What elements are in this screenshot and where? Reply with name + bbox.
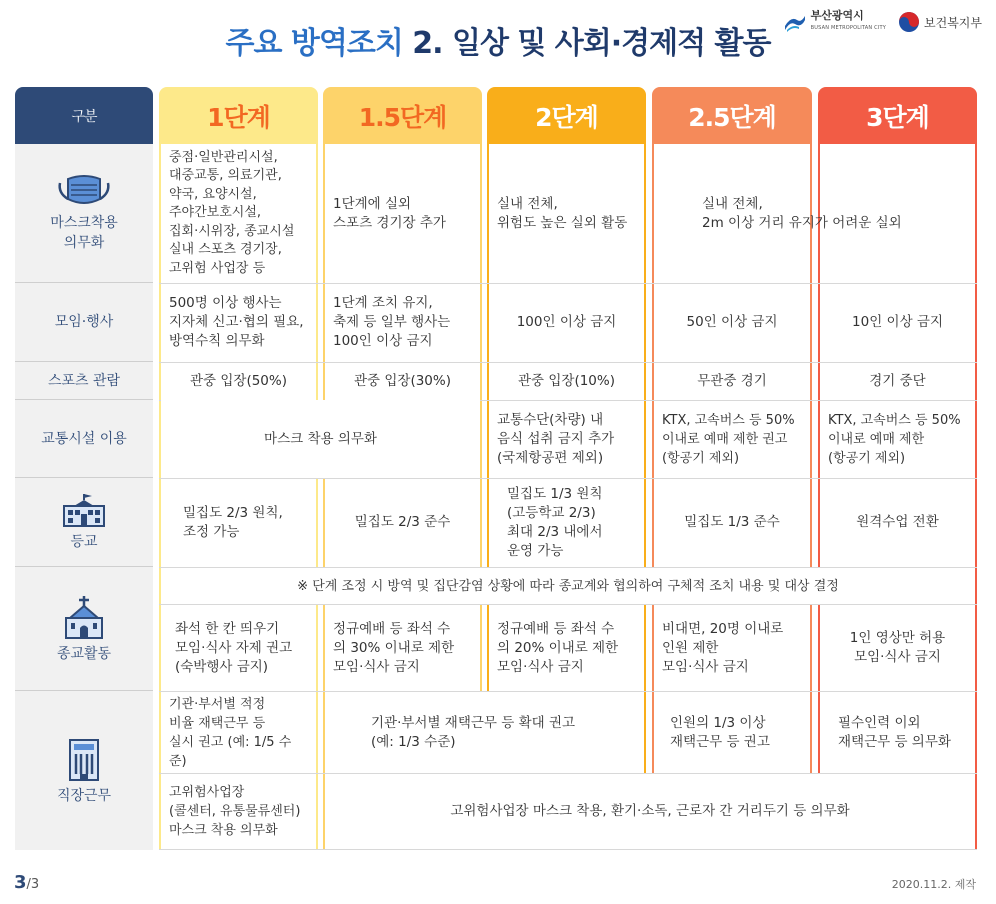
logos [783,10,982,34]
work-stage-1-b: 고위험사업장 (콜센터, 유통물류센터) 마스크 착용 의무화 [169,785,301,838]
creation-date: 2020.11.2. 제작 [891,878,976,891]
taegeuk-icon [898,11,920,33]
row-label-gathering-text: 모임·행사 [54,314,114,330]
row-label-sports [15,362,153,400]
page-number [14,872,39,893]
page-current: 3 [14,872,27,893]
header-stage-2-5: 2.5단계 [652,87,812,144]
church-icon [62,594,106,640]
mohw-logo [898,11,982,33]
row-label-religion [15,567,153,691]
header-gubun: 구분 [15,87,153,144]
gathering-stage-1-5: 1단계 조치 유지, 축제 등 일부 행사는 100인 이상 금지 [333,295,451,349]
mask-stage-1: 중점·일반관리시설, 대중교통, 의료기관, 약국, 요양시설, 주야간보호시설, 집회·시위장, 종교시설 실내 스포츠 경기장, 고위험 사업장 등 [169,149,295,276]
gathering-stage-1: 500명 이상 행사는 지자체 신고·협의 필요, 방역수칙 의무화 [169,295,304,349]
school-stage-2: 밀집도 1/3 원칙 (고등학교 2/3) 최대 2/3 내에서 운영 가능 [507,485,603,559]
row-label-transport [15,400,153,478]
busan-logo-en: BUSAN METROPOLITAN CITY [810,25,887,31]
work-stage-1-a: 기관·부서별 적정 비율 재택근무 등 실시 권고 (예: 1/5 수준) [169,696,292,769]
gathering-stage-2-5: 50인 이상 금지 [686,314,778,330]
gathering-stage-2: 100인 이상 금지 [516,314,617,330]
row-label-work [15,691,153,850]
sports-stage-3: 경기 중단 [869,372,926,389]
religion-stage-1-5: 정규예배 등 좌석 수 의 30% 이내로 제한 모임·식사 금지 [333,620,455,675]
sports-stage-2-5: 무관중 경기 [697,372,767,389]
school-stage-2-5: 밀집도 1/3 준수 [684,514,780,530]
transport-stage-2-5: KTX, 고속버스 등 50% 이내로 예매 제한 권고 (항공기 제외) [662,412,795,466]
busan-logo-text: 부산광역시 [810,9,864,22]
row-label-gathering [15,283,153,362]
row-label-school-text: 등교 [70,534,98,550]
page-total: /3 [26,877,40,892]
row-label-mask [15,144,153,283]
header-stage-1-5: 1.5단계 [323,87,482,144]
work-stage-1-5-2-a: 기관·부서별 재택근무 등 확대 권고 (예: 1/3 수준) [325,692,644,773]
row-label-sports-text: 스포츠 관람 [47,372,121,389]
transport-stage-2: 교통수단(차량) 내 음식 섭취 금지 추가 (국제항공편 제외) [497,411,615,466]
header-stage-1: 1단계 [159,87,318,144]
row-label-religion-text: 종교활동 [56,645,112,662]
busan-logo [783,10,886,34]
row-label-transport-text: 교통시설 이용 [41,430,127,447]
religion-stage-3: 1인 영상만 허용 모임·식사 금지 [849,630,946,665]
gathering-stage-3: 10인 이상 금지 [852,314,943,330]
mask-stage-1-5: 1단계에 실외 스포츠 경기장 추가 [333,195,446,231]
school-stage-3: 원격수업 전환 [856,514,939,530]
mask-icon [56,173,112,209]
sports-stage-1: 관중 입장(50%) [190,372,287,389]
mohw-logo-text: 보건복지부 [924,15,982,30]
work-stage-1-5-3-b: 고위험사업장 마스크 착용, 환기·소독, 근로자 간 거리두기 등 의무화 [325,774,975,849]
row-label-school [15,478,153,567]
row-label-mask-text: 마스크착용 의무화 [50,215,118,251]
religion-stage-1: 좌석 한 칸 띄우기 모임·식사 자제 권고 (숙박행사 금지) [175,620,293,675]
busan-emblem-icon [783,12,807,32]
religion-stage-2: 정규예배 등 좌석 수 의 20% 이내로 제한 모임·식사 금지 [497,620,619,675]
school-icon [62,492,106,528]
religion-note: ※ 단계 조정 시 방역 및 집단감염 상황에 따라 종교계와 협의하여 구체적 조치 내용 및 대상 결정 [161,568,975,604]
title-part1: 주요 방역조치 [225,26,403,61]
sports-stage-1-5: 관중 입장(30%) [354,372,451,389]
transport-stage-1-1-5: 마스크 착용 의무화 [161,400,480,478]
office-building-icon [66,736,102,782]
sports-stage-2: 관중 입장(10%) [518,372,615,389]
title-part2: 2. 일상 및 사회·경제적 활동 [412,26,771,61]
work-stage-3-a: 필수인력 이외 재택근무 등 의무화 [838,714,951,750]
work-stage-2-5-a: 인원의 1/3 이상 재택근무 등 권고 [670,714,770,750]
header-stage-3: 3단계 [818,87,977,144]
row-label-work-text: 직장근무 [56,787,112,804]
school-stage-1-5: 밀집도 2/3 준수 [354,514,451,530]
mask-stage-2-5-3: 실내 전체, 2m 이상 거리 유지가 어려운 실외 [702,195,902,231]
transport-stage-3: KTX, 고속버스 등 50% 이내로 예매 제한 (항공기 제외) [828,412,961,466]
mask-stage-2: 실내 전체, 위험도 높은 실외 활동 [497,195,628,231]
header-stage-2: 2단계 [487,87,646,144]
school-stage-1: 밀집도 2/3 원칙, 조정 가능 [183,504,283,540]
religion-stage-2-5: 비대면, 20명 이내로 인원 제한 모임·식사 금지 [662,620,784,675]
